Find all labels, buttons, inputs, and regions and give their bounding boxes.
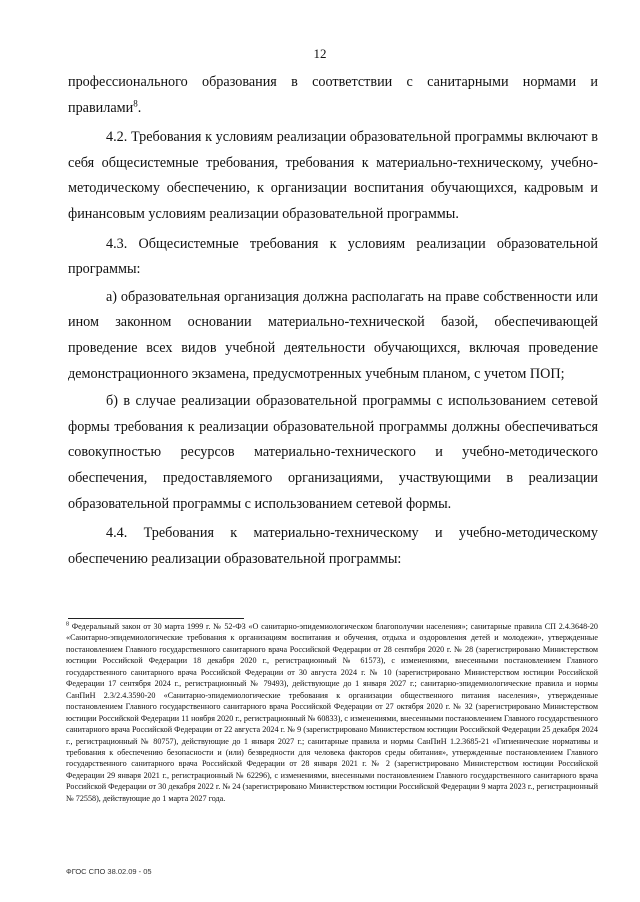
paragraph-tail: . <box>137 99 142 116</box>
paragraph-text: профессионального образования в соответствии с санитарными нормами и правилами <box>68 74 598 116</box>
footer-code: ФГОС СПО 38.02.09 - 05 <box>66 867 152 876</box>
paragraph-4-3-a: а) образовательная организация должна располагать на праве собственности или ином законном основании материально-технической базой, обеспечивающей проведение всех видов учебной деятельности обучающихся, включая проведение демонстрационного экзамена, предусмотренных учебным планом, с учетом ПОП; <box>68 288 598 382</box>
footnote-marker: 8 <box>66 621 69 628</box>
body-text <box>68 70 598 572</box>
paragraph-4-3-b: б) в случае реализации образовательной программы с использованием сетевой формы требования к реализации образовательной программы должны обеспечиваться совокупностью ресурсов материально-технического и учебно-методического обеспечения, предоставляемого организациями, участвующими в реализации образовательной программы с использованием сетевой формы. <box>68 393 598 512</box>
footnote-text: Федеральный закон от 30 марта 1999 г. № 52-ФЗ «О санитарно-эпидемиологическом благополучии населения»; санитарные правила СП 2.4.3648-20 «Санитарно-эпидемиологические требования к организациям воспитания и обучения, отдыха и оздоровления детей и молодежи», утвержденные постановлением Главного государственного санитарного врача Российской Федерации от 28 сентября 2020 г. № 28 (зарегистрировано Министерством юстиции Российской Федерации 18 декабря 2020 г., регистрационный № 61573), с изменениями, внесенными постановлением Главного государственного санитарного врача Российской Федерации от 30 августа 2024 г. № 10 (зарегистрировано Министерством юстиции Российской Федерации 17 сентября 2024 г., регистрационный № 79493), действующие до 1 января 2027 г.; санитарно-эпидемиологические правила и нормы СанПиН 2.3/2.4.3590-20 «Санитарно-эпидемиологические требования к организации общественного питания населения», утвержденные постановлением Главного государственного санитарного врача Российской Федерации от 27 октября 2020 г. № 32 (зарегистрировано Министерством юстиции Российской Федерации 11 ноября 2020 г., регистрационный № 60833), с изменениями, внесенными постановлением Главного государственного санитарного врача Российской Федерации от 22 августа 2024 г. № 9 (зарегистрировано Министерством юстиции Российской Федерации 25 декабря 2024 г., регистрационный № 80757), действующие до 1 января 2027 г.; санитарные правила и нормы СанПиН 1.2.3685-21 «Гигиенические нормативы и требования к обеспечению безопасности и (или) безвредности для человека факторов среды обитания», утвержденные постановлением Главного государственного санитарного врача Российской Федерации от 28 января 2021 г. № 2 (зарегистрировано Министерством юстиции Российской Федерации 29 января 2021 г., регистрационный № 62296), с изменениями, внесенными постановлением Главного государственного санитарного врача Российской Федерации от 30 декабря 2022 г. № 24 (зарегистрировано Министерством юстиции Российской Федерации 9 марта 2023 г., регистрационный № 72558), действующие до 1 марта 2027 года. <box>66 622 598 803</box>
page-number: 12 <box>313 46 327 61</box>
paragraph-4-4: 4.4. Требования к материально-техническому и учебно-методическому обеспечению реализации образовательной программы: <box>68 525 598 567</box>
paragraph-4-2: 4.2. Требования к условиям реализации образовательной программы включают в себя общесистемные требования, требования к материально-техническому, учебно-методическому обеспечению, к организации воспитания обучающихся, кадровым и финансовым условиям реализации образовательной программы. <box>68 129 598 222</box>
footnote-divider <box>68 618 244 619</box>
footnote-reference: 8 <box>133 97 138 108</box>
paragraph-4-3: 4.3. Общесистемные требования к условиям реализации образовательной программы: <box>68 235 598 278</box>
paragraph-continuation <box>68 70 598 121</box>
footnote <box>66 621 598 804</box>
